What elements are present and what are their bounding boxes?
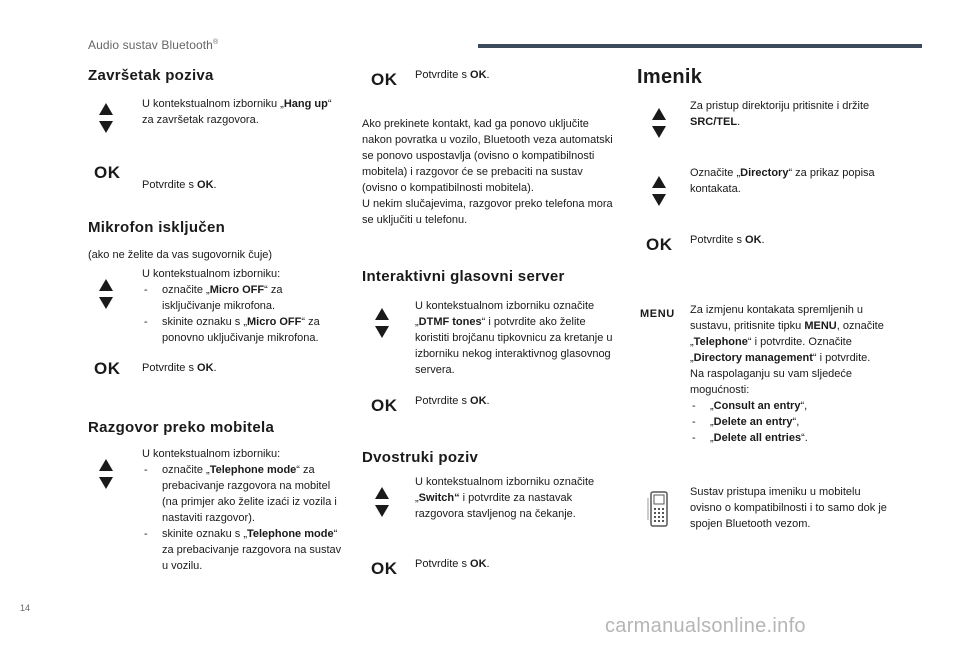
header-title: Audio sustav Bluetooth® [88,38,219,52]
double-call-confirm: Potvrdite s OK. [415,558,490,570]
voice-server-confirm: Potvrdite s OK. [415,395,490,407]
watermark: carmanualsonline.info [605,615,806,637]
arrow-down-icon [374,504,390,518]
double-call-text: U kontekstualnom izborniku označite „Switch“ i potvrdite za nastavak razgovora stavljenog na čekanje. [415,476,595,520]
section-title-end-call: Završetak poziva [88,67,214,84]
voice-server-text: U kontekstualnom izborniku označite „DTMF tones“ i potvrdite ako želite koristiti brojčanu tipkovnicu za kretanje u izborniku nekog interaktivnog glasovnog servera. [415,300,613,376]
handover-confirm: Potvrdite s OK. [415,69,490,81]
arrow-up-icon [374,486,390,500]
up-down-arrows-icon [98,458,114,490]
arrow-down-icon [98,476,114,490]
up-down-arrows-icon [374,307,390,339]
section-title-mic-off: Mikrofon isključen [88,219,226,236]
up-down-arrows-icon [651,175,667,207]
end-call-text: U kontekstualnom izborniku „Hang up“ za završetak razgovora. [142,98,332,126]
up-down-arrows-icon [651,107,667,139]
directory-note: Sustav pristupa imeniku u mobitelu ovisno o kompatibilnosti i to samo dok je spojen Bluetooth vezom. [690,486,887,530]
end-call-confirm: Potvrdite s OK. [142,179,217,191]
directory-access-text: Za pristup direktoriju pritisnite i držite SRC/TEL. [690,100,870,128]
menu-icon: MENU [640,308,675,320]
arrow-down-icon [651,193,667,207]
directory-management-text: Za izmjenu kontakata spremljenih u sustavu, pritisnite tipku MENU, označite „Telephone“ i potvrdite. Označite „Directory management“ i potvrdite. Na raspolaganju su vam sljedeće mogućnosti: - „Consult an entry“, - „Delete an entry“, - „Delete all entries“. [690,304,884,444]
arrow-up-icon [98,278,114,292]
header-bar [478,44,922,48]
arrow-down-icon [98,296,114,310]
arrow-up-icon [374,307,390,321]
phone-mode-instructions: U kontekstualnom izborniku: - označite „Telephone mode“ za prebacivanje razgovora na mobitel (na primjer ako želite izaći iz vozila i nastaviti razgovor). - skinite oznaku s „Telephone mode“ za prebacivanje razgovora na sustav u vozilu. [142,448,342,572]
arrow-up-icon [98,102,114,116]
page-number: 14 [20,603,31,613]
arrow-down-icon [98,120,114,134]
arrow-down-icon [374,325,390,339]
mic-off-confirm: Potvrdite s OK. [142,362,217,374]
handover-paragraph: Ako prekinete kontakt, kad ga ponovo uključite nakon povratka u vozilo, Bluetooth veza automatski se ponovo uspostavlja (ovisno o kompatibilnosti mobitela) i razgovor će se prebaciti na sustav (ovisno o kompatibilnosti mobitela). U nekim slučajevima, razgovor preko telefona mora se uključiti u telefonu. [362,118,613,226]
section-title-voice-server: Interaktivni glasovni server [362,268,565,285]
arrow-up-icon [651,175,667,189]
ok-icon: OK [94,359,121,378]
mobile-phone-icon [645,490,673,530]
ok-icon: OK [371,559,398,578]
section-title-double-call: Dvostruki poziv [362,449,479,466]
up-down-arrows-icon [98,278,114,310]
ok-icon: OK [371,396,398,415]
up-down-arrows-icon [374,486,390,518]
ok-icon: OK [94,163,121,182]
directory-select-text: Označite „Directory“ za prikaz popisa kontakata. [690,167,875,195]
arrow-up-icon [651,107,667,121]
ok-icon: OK [371,70,398,89]
mic-off-instructions: U kontekstualnom izborniku: - označite „Micro OFF“ za isključivanje mikrofona. - skinite oznaku s „Micro OFF“ za ponovno uključivanje mikrofona. [142,268,320,344]
arrow-down-icon [651,125,667,139]
up-down-arrows-icon [98,102,114,134]
mic-off-note: (ako ne želite da vas sugovornik čuje) [88,249,273,261]
arrow-up-icon [98,458,114,472]
ok-icon: OK [646,235,673,254]
section-title-phone-mode: Razgovor preko mobitela [88,419,275,436]
directory-confirm: Potvrdite s OK. [690,234,765,246]
section-title-directory: Imenik [637,66,703,88]
